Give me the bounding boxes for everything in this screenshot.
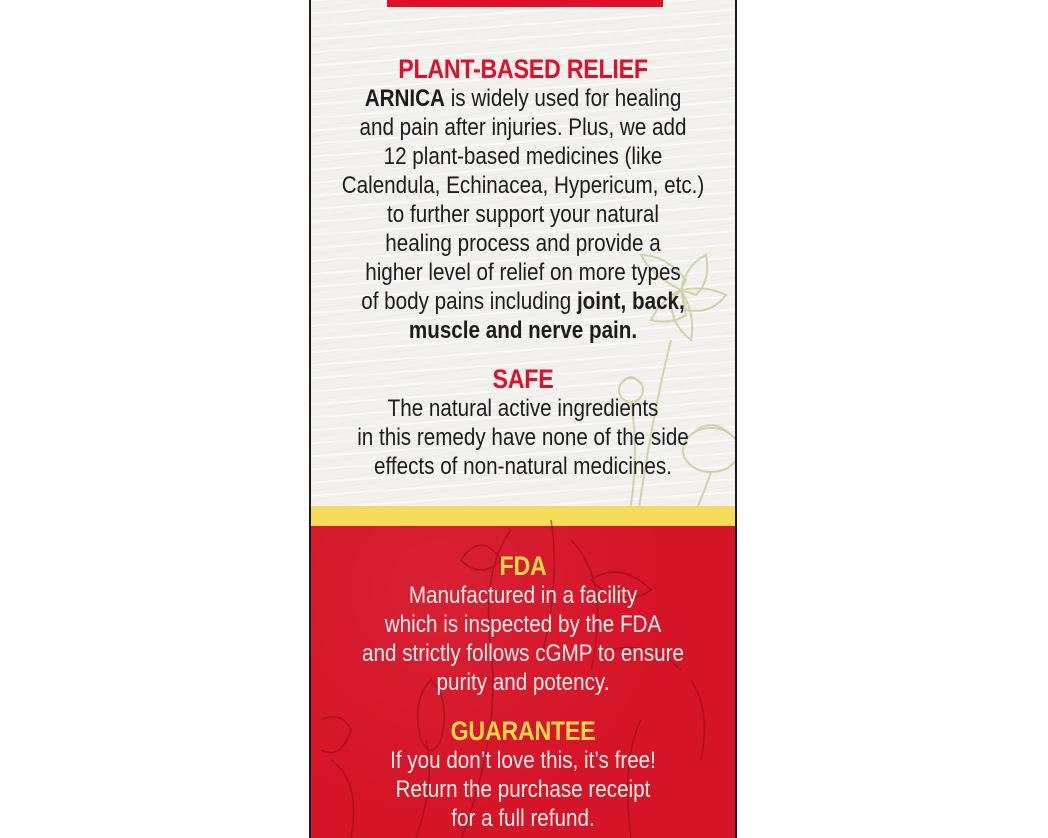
fda-section	[311, 551, 735, 697]
safe-line-2: in this remedy have none of the side	[357, 424, 689, 451]
fda-heading: FDA	[499, 551, 547, 581]
yellow-divider-band	[311, 506, 735, 526]
fda-line-3: and strictly follows cGMP to ensure	[362, 640, 684, 667]
plant-based-relief-line-7: higher level of relief on more types	[365, 259, 681, 286]
product-info-panel	[309, 0, 737, 838]
arnica-bold-text: ARNICA	[364, 85, 445, 112]
guarantee-line-3: for a full refund.	[451, 805, 595, 832]
plant-based-relief-line-1	[341, 84, 706, 113]
plant-based-relief-heading: PLANT-BASED RELIEF	[398, 54, 648, 84]
top-red-bar	[387, 0, 663, 7]
guarantee-line-1: If you don’t love this, it’s free!	[390, 747, 656, 774]
safe-line-1: The natural active ingredients	[387, 395, 659, 422]
plant-based-relief-line-4: Calendula, Echinacea, Hypericum, etc.)	[341, 172, 705, 199]
guarantee-heading: GUARANTEE	[450, 716, 596, 746]
plant-based-relief-line-3: 12 plant-based medicines (like	[383, 143, 663, 170]
plant-based-relief-line-9	[341, 316, 706, 345]
safe-line-3: effects of non-natural medicines.	[374, 453, 672, 480]
muscle-nerve-bold-text: muscle and nerve pain.	[408, 317, 638, 344]
plant-based-relief-line-2: and pain after injuries. Plus, we add	[359, 114, 687, 141]
line-8-rest: of body pains including	[361, 288, 577, 315]
plant-based-relief-line-8	[341, 287, 706, 316]
fda-line-1: Manufactured in a facility	[408, 582, 638, 609]
fda-line-4: purity and potency.	[436, 669, 610, 696]
fda-line-2: which is inspected by the FDA	[384, 611, 662, 638]
safe-heading: SAFE	[492, 364, 554, 394]
plant-based-relief-line-5: to further support your natural	[387, 201, 659, 228]
guarantee-section	[311, 716, 735, 833]
guarantee-line-2: Return the purchase receipt	[395, 776, 651, 803]
line-1-rest: is widely used for healing	[444, 85, 682, 112]
joint-back-bold-text: joint, back,	[576, 288, 685, 315]
plant-based-relief-section	[311, 54, 735, 345]
safe-section	[311, 364, 735, 481]
plant-based-relief-line-6: healing process and provide a	[385, 230, 661, 257]
